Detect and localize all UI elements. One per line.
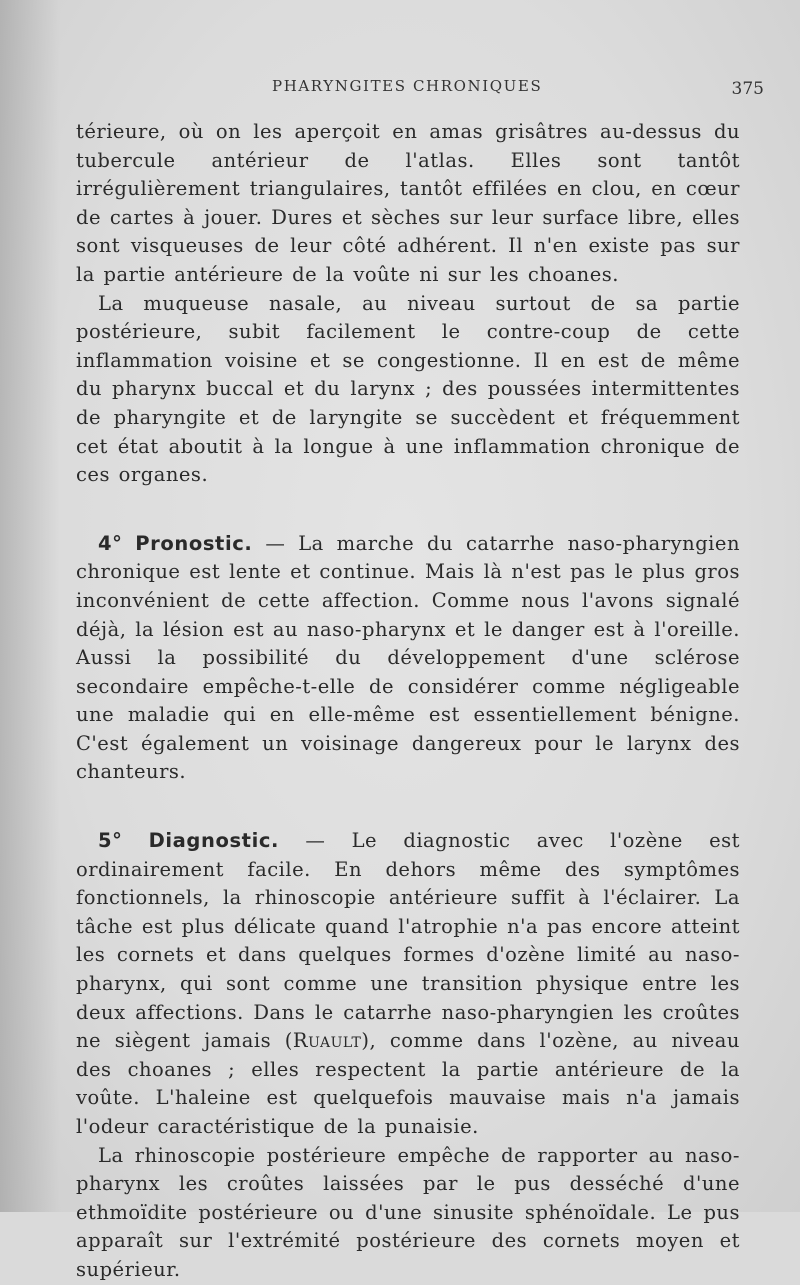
section-text: La marche du catarrhe naso-pharyngien chronique est lente et continue. Mais là n'est pas le plus gros inconvénient de cette affection. Comme nous l'avons signalé déjà, la lésion est au naso-pharynx et le danger est à l'oreille. Aussi la possibilité du développement d'une sclérose secondaire empêche-t-elle de considérer comme négligeable une maladie qui en elle-même est essentiellement bénigne. C'est également un voisinage dangereux pour le larynx des chanteurs. xyxy=(76,531,741,784)
page-number: 375 xyxy=(731,79,764,99)
section-number: 5° xyxy=(98,829,123,853)
author-name: Ruault xyxy=(292,1029,362,1053)
section-dash: — xyxy=(265,531,286,555)
section-text: Le diagnostic avec l'ozène est ordinairement facile. En dehors même des symptômes fonctionnels, la rhinoscopie antérieure suffit à l'éclairer. La tâche est plus délicate quand l'atrophie n'a pas encore atteint les cornets et dans quelques formes d'ozène limité au naso-pharynx, qui sont comme une transition physique entre les deux affections. Dans le catarrhe naso-pharyngien les croûtes ne siègent jamais ( xyxy=(76,829,740,1053)
body-text xyxy=(76,118,740,1285)
section-diagnostic xyxy=(76,827,740,1142)
paragraph-rhinoscopie: La rhinoscopie postérieure empêche de rapporter au naso-pharynx les croûtes laissées par le pus desséché d'une ethmoïdite postérieure ou d'une sinusite sphénoïdale. Le pus apparaît sur l'extrémité postérieure des cornets moyen et supérieur. xyxy=(76,1143,740,1281)
section-text-cont: ), comme dans l'ozène, au niveau des choanes ; elles respectent la partie antérieure de la voûte. L'haleine est quelquefois mauvaise mais n'a jamais l'odeur caractéristique de la punaisie. xyxy=(76,1029,740,1138)
section-number: 4° xyxy=(98,531,123,555)
running-title: PHARYNGITES CHRONIQUES xyxy=(272,77,543,95)
paragraph-muqueuse: La muqueuse nasale, au niveau surtout de sa partie postérieure, subit facilement le contre-coup de cette inflammation voisine et se congestionne. Il en est de même du pharynx buccal et du larynx ; des poussées intermittentes de pharyngite et de laryngite se succèdent et fréquemment cet état aboutit à la longue à une inflammation chronique de ces organes. xyxy=(76,291,740,487)
paragraph-continued: térieure, où on les aperçoit en amas grisâtres au-dessus du tubercule antérieur de l'atlas. Elles sont tantôt irrégulièrement triangulaires, tantôt effilées en clou, en cœur de cartes à jouer. Dures et sèches sur leur surface libre, elles sont visqueuses de leur côté adhérent. Il n'en existe pas sur la partie antérieure de la voûte ni sur les choanes. xyxy=(76,120,740,286)
section-title: Pronostic. xyxy=(135,531,253,555)
section-dash: — xyxy=(305,829,326,853)
section-pronostic xyxy=(76,530,740,787)
running-head xyxy=(0,77,800,101)
gutter-shadow xyxy=(0,0,60,1212)
section-title: Diagnostic. xyxy=(148,829,280,853)
